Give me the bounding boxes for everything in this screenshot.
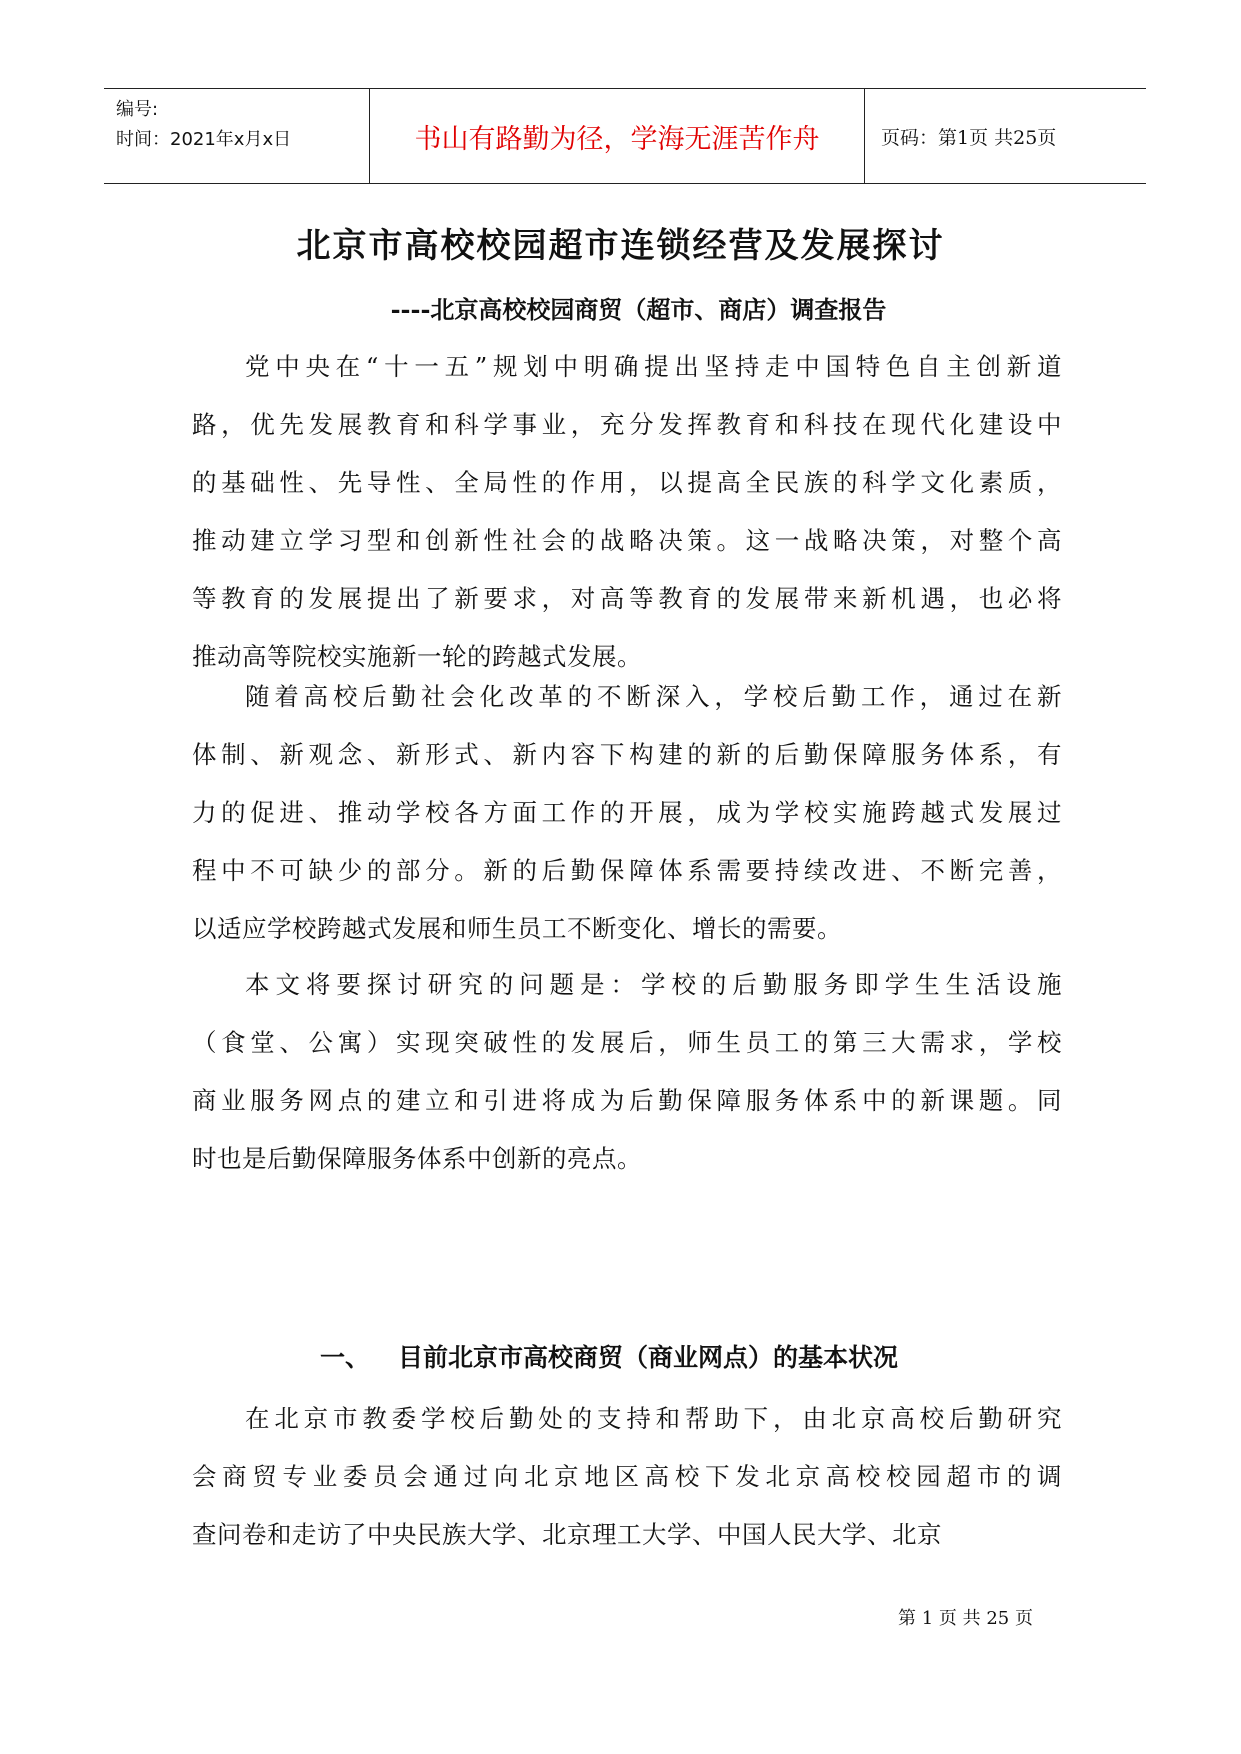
- section-heading: [320, 1338, 898, 1374]
- paragraph-line: 的基础性、先导性、全局性的作用，以提高全民族的科学文化素质，: [192, 468, 1062, 497]
- paragraph-line: 力的促进、推动学校各方面工作的开展，成为学校实施跨越式发展过: [192, 798, 1062, 827]
- paragraph-line: 推动高等院校实施新一轮的跨越式发展。: [192, 642, 642, 671]
- paragraph-line: 等教育的发展提出了新要求，对高等教育的发展带来新机遇，也必将: [192, 584, 1062, 613]
- page-footer: 第 1 页 共 25 页: [898, 1608, 1033, 1629]
- header-page-cell: [865, 89, 1146, 183]
- section-number: 一、: [320, 1343, 371, 1372]
- paragraph-line: 查问卷和走访了中央民族大学、北京理工大学、中国人民大学、北京: [192, 1520, 942, 1549]
- paragraph-line: 会商贸专业委员会通过向北京地区高校下发北京高校校园超市的调: [192, 1462, 1062, 1491]
- paragraph-line: 商业服务网点的建立和引进将成为后勤保障服务体系中的新课题。同: [192, 1086, 1062, 1115]
- paragraph-line: 本文将要探讨研究的问题是：学校的后勤服务即学生生活设施: [245, 970, 1062, 999]
- paragraph-line: （食堂、公寓）实现突破性的发展后，师生员工的第三大需求，学校: [192, 1028, 1062, 1057]
- document-title: 北京市高校校园超市连锁经营及发展探讨: [296, 226, 945, 266]
- header-table: [104, 88, 1146, 184]
- document-subtitle: ----北京高校校园商贸（超市、商店）调查报告: [390, 295, 887, 324]
- paragraph-line: 在北京市教委学校后勤处的支持和帮助下，由北京高校后勤研究: [245, 1404, 1062, 1433]
- document-code-label: 编号:: [116, 99, 159, 120]
- header-left-cell: [104, 89, 370, 183]
- paragraph-line: 党中央在“十一五”规划中明确提出坚持走中国特色自主创新道: [245, 352, 1062, 381]
- header-page-info: 页码：第1页 共25页: [881, 126, 1057, 149]
- paragraph-line: 随着高校后勤社会化改革的不断深入，学校后勤工作，通过在新: [245, 682, 1062, 711]
- document-time: 时间：2021年x月x日: [116, 129, 292, 150]
- paragraph-line: 时也是后勤保障服务体系中创新的亮点。: [192, 1144, 642, 1173]
- paragraph-line: 推动建立学习型和创新性社会的战略决策。这一战略决策，对整个高: [192, 526, 1062, 555]
- paragraph-line: 程中不可缺少的部分。新的后勤保障体系需要持续改进、不断完善，: [192, 856, 1062, 885]
- paragraph-line: 体制、新观念、新形式、新内容下构建的新的后勤保障服务体系，有: [192, 740, 1062, 769]
- section-title: 目前北京市高校商贸（商业网点）的基本状况: [398, 1343, 899, 1372]
- header-motto-cell: [370, 89, 865, 183]
- paragraph-line: 以适应学校跨越式发展和师生员工不断变化、增长的需要。: [192, 914, 842, 943]
- paragraph-line: 路，优先发展教育和科学事业，充分发挥教育和科技在现代化建设中: [192, 410, 1062, 439]
- header-motto: 书山有路勤为径，学海无涯苦作舟: [414, 123, 820, 155]
